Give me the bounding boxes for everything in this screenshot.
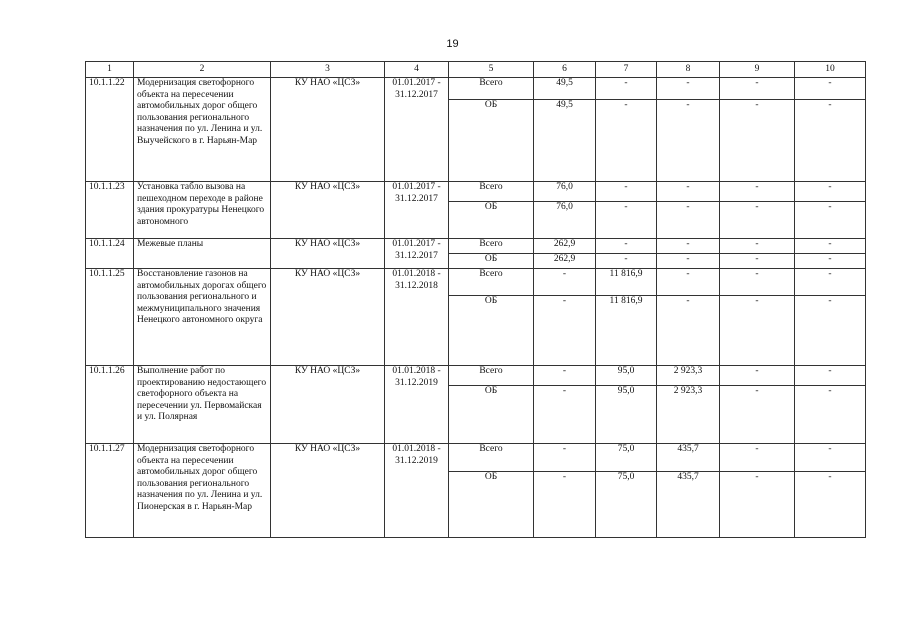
header-cell-6: 6 <box>534 62 596 78</box>
value-col-9: - <box>720 296 795 366</box>
value-col-8: - <box>657 202 720 239</box>
value-col-9: - <box>720 386 795 444</box>
value-col-9: - <box>720 78 795 100</box>
value-col-10: - <box>795 182 866 202</box>
value-col-10: - <box>795 202 866 239</box>
value-col-7: - <box>596 254 657 269</box>
measure-period: 01.01.2018 - 31.12.2019 <box>385 366 449 444</box>
measure-number: 10.1.1.24 <box>86 239 134 269</box>
measure-period: 01.01.2017 - 31.12.2017 <box>385 182 449 239</box>
value-col-10: - <box>795 269 866 296</box>
measure-executor: КУ НАО «ЦСЗ» <box>271 182 385 239</box>
value-col-10: - <box>795 239 866 254</box>
measure-period: 01.01.2018 - 31.12.2019 <box>385 444 449 538</box>
value-col-10: - <box>795 386 866 444</box>
value-col-9: - <box>720 444 795 472</box>
value-col-6: - <box>534 366 596 386</box>
value-col-10: - <box>795 366 866 386</box>
funding-source: ОБ <box>449 472 534 538</box>
value-col-8: - <box>657 239 720 254</box>
page-number: 19 <box>446 38 459 50</box>
measure-name: Выполнение работ по проектированию недостающего светофорного объекта на пересечении ул. Первомайская и ул. Полярная <box>134 366 271 444</box>
funding-source: Всего <box>449 444 534 472</box>
header-cell-4: 4 <box>385 62 449 78</box>
value-col-8: - <box>657 78 720 100</box>
value-col-10: - <box>795 254 866 269</box>
measure-executor: КУ НАО «ЦСЗ» <box>271 366 385 444</box>
measure-number: 10.1.1.25 <box>86 269 134 366</box>
value-col-10: - <box>795 296 866 366</box>
value-col-10: - <box>795 100 866 182</box>
funding-source: ОБ <box>449 100 534 182</box>
header-cell-2: 2 <box>134 62 271 78</box>
value-col-7: - <box>596 182 657 202</box>
header-row <box>86 62 866 78</box>
measure-executor: КУ НАО «ЦСЗ» <box>271 444 385 538</box>
value-col-7: - <box>596 239 657 254</box>
value-col-7: 75,0 <box>596 472 657 538</box>
header-cell-10: 10 <box>795 62 866 78</box>
value-col-7: 11 816,9 <box>596 296 657 366</box>
value-col-9: - <box>720 100 795 182</box>
funding-source: ОБ <box>449 202 534 239</box>
value-col-8: - <box>657 296 720 366</box>
header-cell-1: 1 <box>86 62 134 78</box>
value-col-6: 262,9 <box>534 239 596 254</box>
value-col-9: - <box>720 254 795 269</box>
value-col-6: - <box>534 444 596 472</box>
funding-source: Всего <box>449 182 534 202</box>
measure-executor: КУ НАО «ЦСЗ» <box>271 239 385 269</box>
value-col-8: - <box>657 182 720 202</box>
value-col-10: - <box>795 472 866 538</box>
value-col-9: - <box>720 472 795 538</box>
value-col-10: - <box>795 444 866 472</box>
funding-source: Всего <box>449 366 534 386</box>
funding-source: ОБ <box>449 296 534 366</box>
value-col-7: 75,0 <box>596 444 657 472</box>
value-col-6: 76,0 <box>534 182 596 202</box>
value-col-8: - <box>657 100 720 182</box>
value-col-8: 2 923,3 <box>657 366 720 386</box>
value-col-10: - <box>795 78 866 100</box>
value-col-6: - <box>534 472 596 538</box>
funding-source: Всего <box>449 239 534 254</box>
measure-name: Модернизация светофорного объекта на пересечении автомобильных дорог общего пользования регионального назначения по ул. Ленина и ул. Выучейского в г. Нарьян-Мар <box>134 78 271 182</box>
measure-number: 10.1.1.23 <box>86 182 134 239</box>
value-col-9: - <box>720 269 795 296</box>
header-cell-9: 9 <box>720 62 795 78</box>
value-col-6: 76,0 <box>534 202 596 239</box>
value-col-9: - <box>720 202 795 239</box>
value-col-7: 95,0 <box>596 386 657 444</box>
measure-name: Межевые планы <box>134 239 271 269</box>
value-col-8: - <box>657 254 720 269</box>
table-row <box>86 239 866 254</box>
value-col-6: - <box>534 269 596 296</box>
header-cell-7: 7 <box>596 62 657 78</box>
header-cell-8: 8 <box>657 62 720 78</box>
funding-source: Всего <box>449 78 534 100</box>
value-col-9: - <box>720 239 795 254</box>
measure-number: 10.1.1.26 <box>86 366 134 444</box>
value-col-6: 262,9 <box>534 254 596 269</box>
measures-table <box>85 61 866 538</box>
measure-period: 01.01.2017 - 31.12.2017 <box>385 78 449 182</box>
value-col-8: 435,7 <box>657 472 720 538</box>
value-col-9: - <box>720 182 795 202</box>
value-col-7: - <box>596 78 657 100</box>
measure-number: 10.1.1.22 <box>86 78 134 182</box>
table-row <box>86 444 866 472</box>
table-row <box>86 269 866 296</box>
funding-source: ОБ <box>449 386 534 444</box>
value-col-6: - <box>534 296 596 366</box>
measure-executor: КУ НАО «ЦСЗ» <box>271 269 385 366</box>
funding-source: ОБ <box>449 254 534 269</box>
value-col-8: - <box>657 269 720 296</box>
value-col-8: 435,7 <box>657 444 720 472</box>
table-row <box>86 78 866 100</box>
value-col-9: - <box>720 366 795 386</box>
table-row <box>86 366 866 386</box>
value-col-6: - <box>534 386 596 444</box>
value-col-7: 11 816,9 <box>596 269 657 296</box>
measure-name: Установка табло вызова на пешеходном переходе в районе здания прокуратуры Ненецкого автономного <box>134 182 271 239</box>
measure-period: 01.01.2018 - 31.12.2018 <box>385 269 449 366</box>
measure-period: 01.01.2017 - 31.12.2017 <box>385 239 449 269</box>
value-col-7: - <box>596 100 657 182</box>
header-cell-5: 5 <box>449 62 534 78</box>
measure-name: Модернизация светофорного объекта на пересечении автомобильных дорог общего пользования регионального назначения по ул. Ленина и ул. Пионерская в г. Нарьян-Мар <box>134 444 271 538</box>
value-col-6: 49,5 <box>534 100 596 182</box>
header-cell-3: 3 <box>271 62 385 78</box>
value-col-7: 95,0 <box>596 366 657 386</box>
value-col-7: - <box>596 202 657 239</box>
measure-number: 10.1.1.27 <box>86 444 134 538</box>
value-col-6: 49,5 <box>534 78 596 100</box>
value-col-8: 2 923,3 <box>657 386 720 444</box>
funding-source: Всего <box>449 269 534 296</box>
measure-name: Восстановление газонов на автомобильных дорогах общего пользования регионального и межмуниципального значения Ненецкого автономного округа <box>134 269 271 366</box>
table-row <box>86 182 866 202</box>
measure-executor: КУ НАО «ЦСЗ» <box>271 78 385 182</box>
